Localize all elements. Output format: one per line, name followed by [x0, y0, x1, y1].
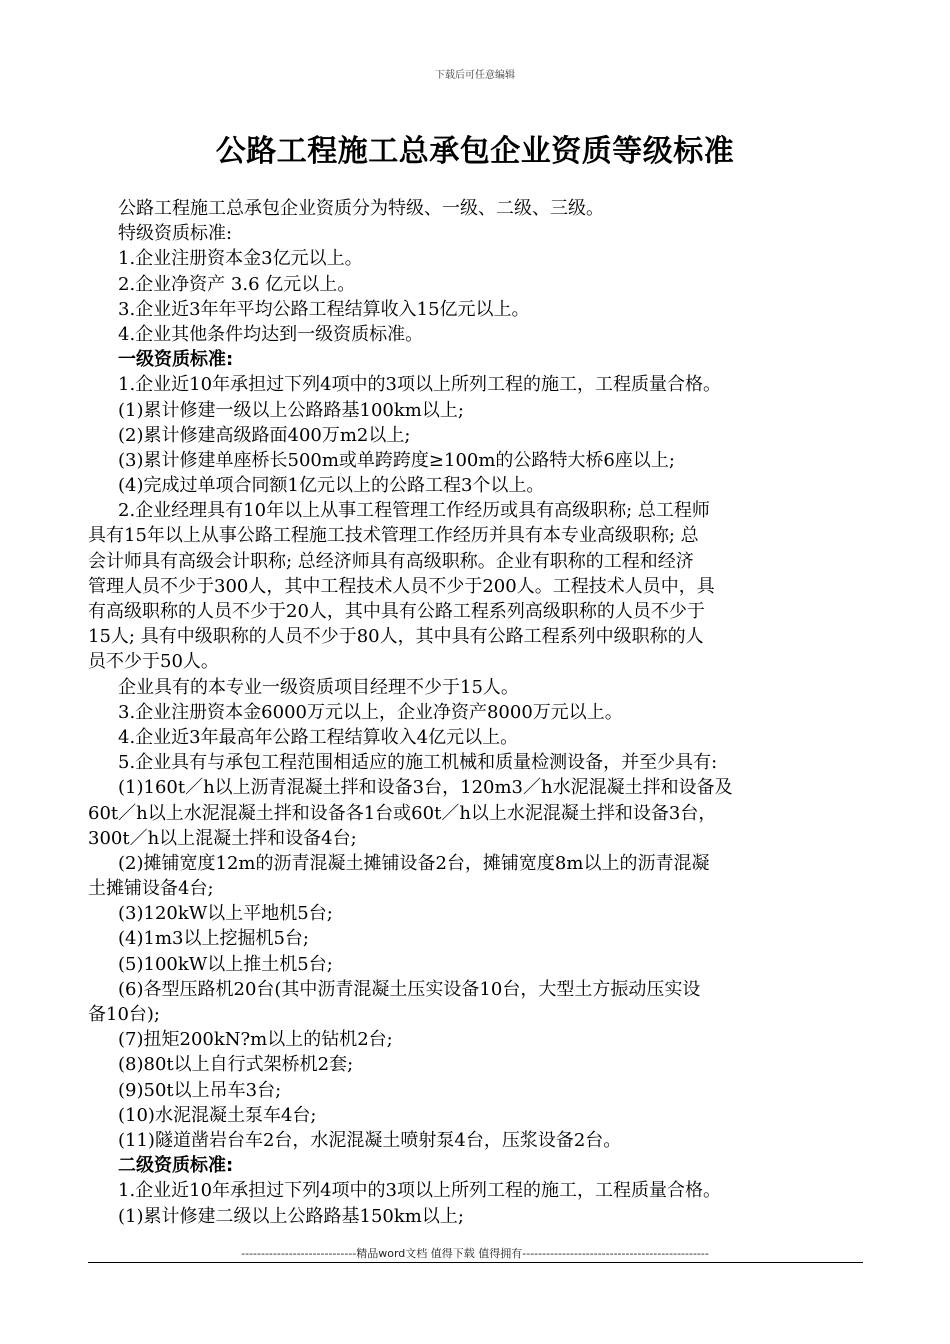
paragraph-line: (10)水泥混凝土泵车4台; [118, 1104, 317, 1126]
paragraph-line: 公路工程施工总承包企业资质分为特级、一级、二级、三级。 [118, 198, 604, 219]
paragraph-line: (3)120kW以上平地机5台; [118, 903, 333, 925]
page-title: 公路工程施工总承包企业资质等级标准 [215, 134, 735, 169]
paragraph-line: 2.企业净资产 3.6 亿元以上。 [118, 273, 356, 295]
paragraph-line: (8)80t以上自行式架桥机2套; [118, 1054, 354, 1076]
paragraph-line: 15人; 具有中级职称的人员不少于80人，其中具有公路工程系列中级职称的人 [88, 626, 704, 648]
paragraph-line: 2.企业经理具有10年以上从事工程管理工作经历或具有高级职称; 总工程师 [118, 500, 710, 522]
paragraph-line: 3.企业近3年年平均公路工程结算收入15亿元以上。 [118, 298, 530, 320]
paragraph-line: 备10台); [88, 1004, 160, 1025]
paragraph-line: 土摊铺设备4台; [88, 878, 214, 900]
paragraph-line: 会计师具有高级会计职称; 总经济师具有高级职称。企业有职称的工程和经济 [88, 550, 694, 572]
header-note: 下载后可任意编辑 [435, 70, 515, 81]
paragraph-line: 5.企业具有与承包工程范围相适应的施工机械和质量检测设备，并至少具有: [118, 752, 718, 774]
paragraph-line: 1.企业近10年承担过下列4项中的3项以上所列工程的施工，工程质量合格。 [118, 374, 721, 396]
paragraph-line: (1)累计修建一级以上公路路基100km以上; [118, 399, 464, 421]
paragraph-line: 1.企业近10年承担过下列4项中的3项以上所列工程的施工，工程质量合格。 [118, 1180, 721, 1202]
paragraph-line: 60t／h以上水泥混凝土拌和设备各1台或60t／h以上水泥混凝土拌和设备3台， [88, 802, 717, 824]
footer-text: -----------------------------精品word文档 值得下载 值得拥有----------------------------------------------- [241, 1247, 709, 1260]
paragraph-line: 管理人员不少于300人，其中工程技术人员不少于200人。工程技术人员中，具 [88, 575, 715, 597]
paragraph-line: (2)累计修建高级路面400万m2以上; [118, 424, 411, 446]
document-body [88, 196, 878, 1229]
paragraph-line: 300t／h以上混凝土拌和设备4台; [88, 827, 357, 849]
paragraph-line: (5)100kW以上推土机5台; [118, 953, 333, 975]
paragraph-line: (2)摊铺宽度12m的沥青混凝土摊铺设备2台，摊铺宽度8m以上的沥青混凝 [118, 852, 710, 874]
footer-divider [88, 1262, 863, 1263]
paragraph-line: (4)完成过单项合同额1亿元以上的公路工程3个以上。 [118, 475, 545, 497]
paragraph-line: (6)各型压路机20台(其中沥青混凝土压实设备10台，大型土方振动压实设 [118, 978, 701, 1000]
paragraph-line: (9)50t以上吊车3台; [118, 1079, 282, 1101]
section-heading: 一级资质标准: [118, 349, 234, 371]
paragraph-line: 有高级职称的人员不少于20人，其中具有公路工程系列高级职称的人员不少于 [88, 601, 705, 622]
paragraph-line: 特级资质标准: [118, 223, 233, 245]
paragraph-line: 3.企业注册资本金6000万元以上，企业净资产8000万元以上。 [118, 701, 623, 723]
paragraph-line: 1.企业注册资本金3亿元以上。 [118, 248, 363, 270]
paragraph-line: (1)160t／h以上沥青混凝土拌和设备3台，120m3／h水泥混凝土拌和设备及 [118, 777, 733, 799]
paragraph-line: 4.企业近3年最高年公路工程结算收入4亿元以上。 [118, 726, 519, 748]
paragraph-line: 具有15年以上从事公路工程施工技术管理工作经历并具有本专业高级职称; 总 [88, 525, 699, 547]
paragraph-line: (1)累计修建二级以上公路路基150km以上; [118, 1205, 464, 1227]
paragraph-line: 4.企业其他条件均达到一级资质标准。 [118, 323, 424, 345]
paragraph-line: (7)扭矩200kN?m以上的钻机2台; [118, 1029, 393, 1051]
paragraph-line: (4)1m3以上挖掘机5台; [118, 928, 309, 950]
paragraph-line: (11)隧道凿岩台车2台，水泥混凝土喷射泵4台，压浆设备2台。 [118, 1129, 622, 1151]
paragraph-line: (3)累计修建单座桥长500m或单跨跨度≥100m的公路特大桥6座以上; [118, 449, 675, 471]
paragraph-line: 企业具有的本专业一级资质项目经理不少于15人。 [118, 676, 519, 698]
paragraph-line: 员不少于50人。 [88, 651, 219, 673]
section-heading: 二级资质标准: [118, 1155, 234, 1177]
